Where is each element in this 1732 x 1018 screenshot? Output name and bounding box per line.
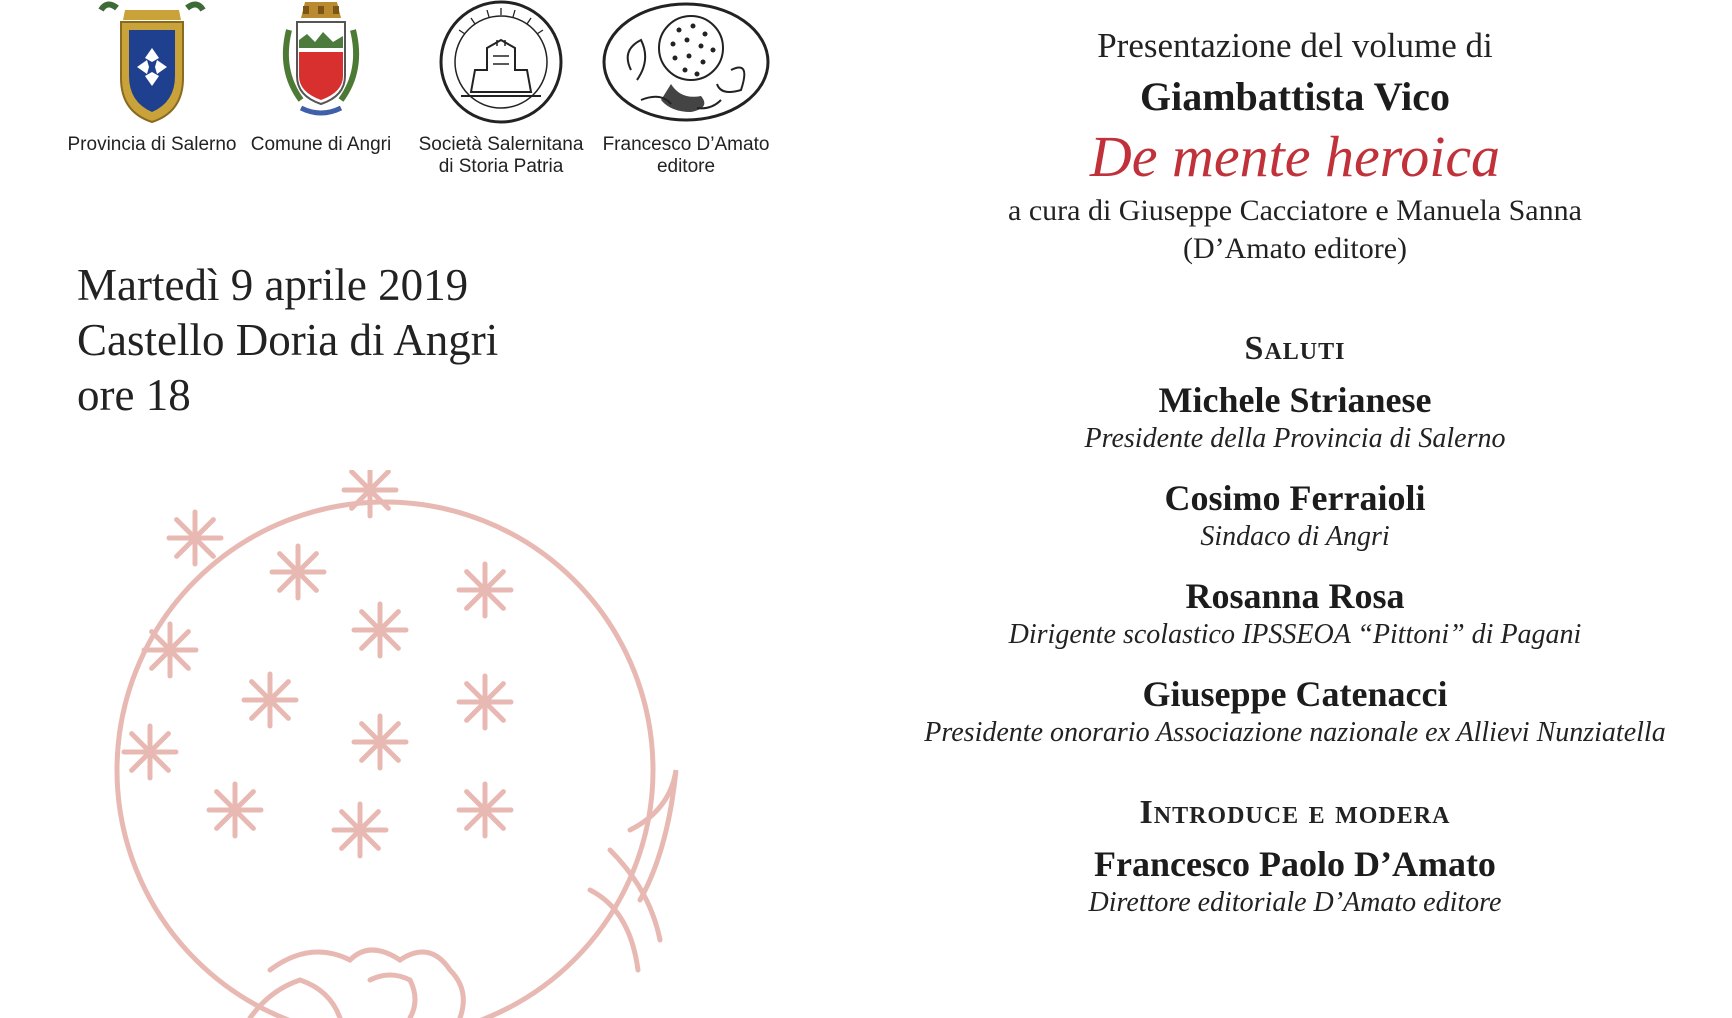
province-crest-icon (97, 0, 207, 128)
curators-line: a cura di Giuseppe Cacciatore e Manuela Sanna (1008, 194, 1582, 227)
star-icon (334, 804, 386, 856)
book-title: De mente heroica (1089, 124, 1501, 189)
star-icon (459, 676, 511, 728)
moderator-role: Direttore editoriale D’Amato editore (1088, 887, 1502, 918)
logo-caption: Comune di Angri (250, 134, 392, 155)
event-info (77, 258, 498, 423)
star-icon (344, 470, 396, 516)
logo-damato (596, 0, 776, 178)
star-icon (272, 546, 324, 598)
speaker-role: Presidente onorario Associazione nazionale ex Allievi Nunziatella (924, 717, 1666, 748)
logo-caption: Francesco D’Amato editore (602, 134, 770, 177)
star-icon (244, 674, 296, 726)
municipal-crest-icon (271, 0, 371, 128)
star-icon (459, 564, 511, 616)
star-icon (354, 716, 406, 768)
speaker-role: Dirigente scolastico IPSSEOA “Pittoni” di Pagani (1008, 619, 1582, 650)
star-icon (354, 604, 406, 656)
speaker-name: Michele Strianese (1158, 380, 1432, 420)
publisher-emblem-icon (601, 0, 771, 128)
speaker (870, 672, 1720, 750)
logo-provincia (62, 0, 242, 156)
moderator-name: Francesco Paolo D’Amato (1094, 844, 1496, 884)
event-date: Martedì 9 aprile 2019 (77, 260, 469, 310)
speaker (870, 378, 1720, 456)
logos-row (62, 0, 882, 200)
speaker-name: Rosanna Rosa (1185, 576, 1405, 616)
publisher-line: (D’Amato editore) (1182, 232, 1408, 265)
program-column (870, 22, 1720, 920)
presentation-line: Presentazione del volume di (1097, 26, 1493, 65)
star-icon (459, 784, 511, 836)
star-icon (124, 726, 176, 778)
greetings-heading: Saluti (1244, 330, 1346, 367)
star-icon (209, 784, 261, 836)
speaker-name: Cosimo Ferraioli (1164, 478, 1426, 518)
logo-comune (246, 0, 396, 156)
speaker (870, 574, 1720, 652)
moderator (870, 842, 1720, 920)
moderation-heading: Introduce e modera (1139, 794, 1451, 831)
star-icon (169, 512, 221, 564)
logo-societa (406, 0, 596, 178)
speaker (870, 476, 1720, 554)
logo-caption: Società Salernitana di Storia Patria (418, 134, 584, 177)
book-author: Giambattista Vico (1140, 74, 1450, 119)
event-time: ore 18 (77, 370, 191, 420)
speaker-role: Sindaco di Angri (1200, 521, 1390, 552)
event-venue: Castello Doria di Angri (77, 315, 499, 365)
speaker-role: Presidente della Provincia di Salerno (1084, 423, 1506, 454)
atlas-globe-emblem-icon (70, 470, 690, 1018)
logo-caption: Provincia di Salerno (67, 134, 237, 155)
speaker-name: Giuseppe Catenacci (1142, 674, 1448, 714)
star-icon (144, 624, 196, 676)
society-seal-icon (431, 0, 571, 128)
